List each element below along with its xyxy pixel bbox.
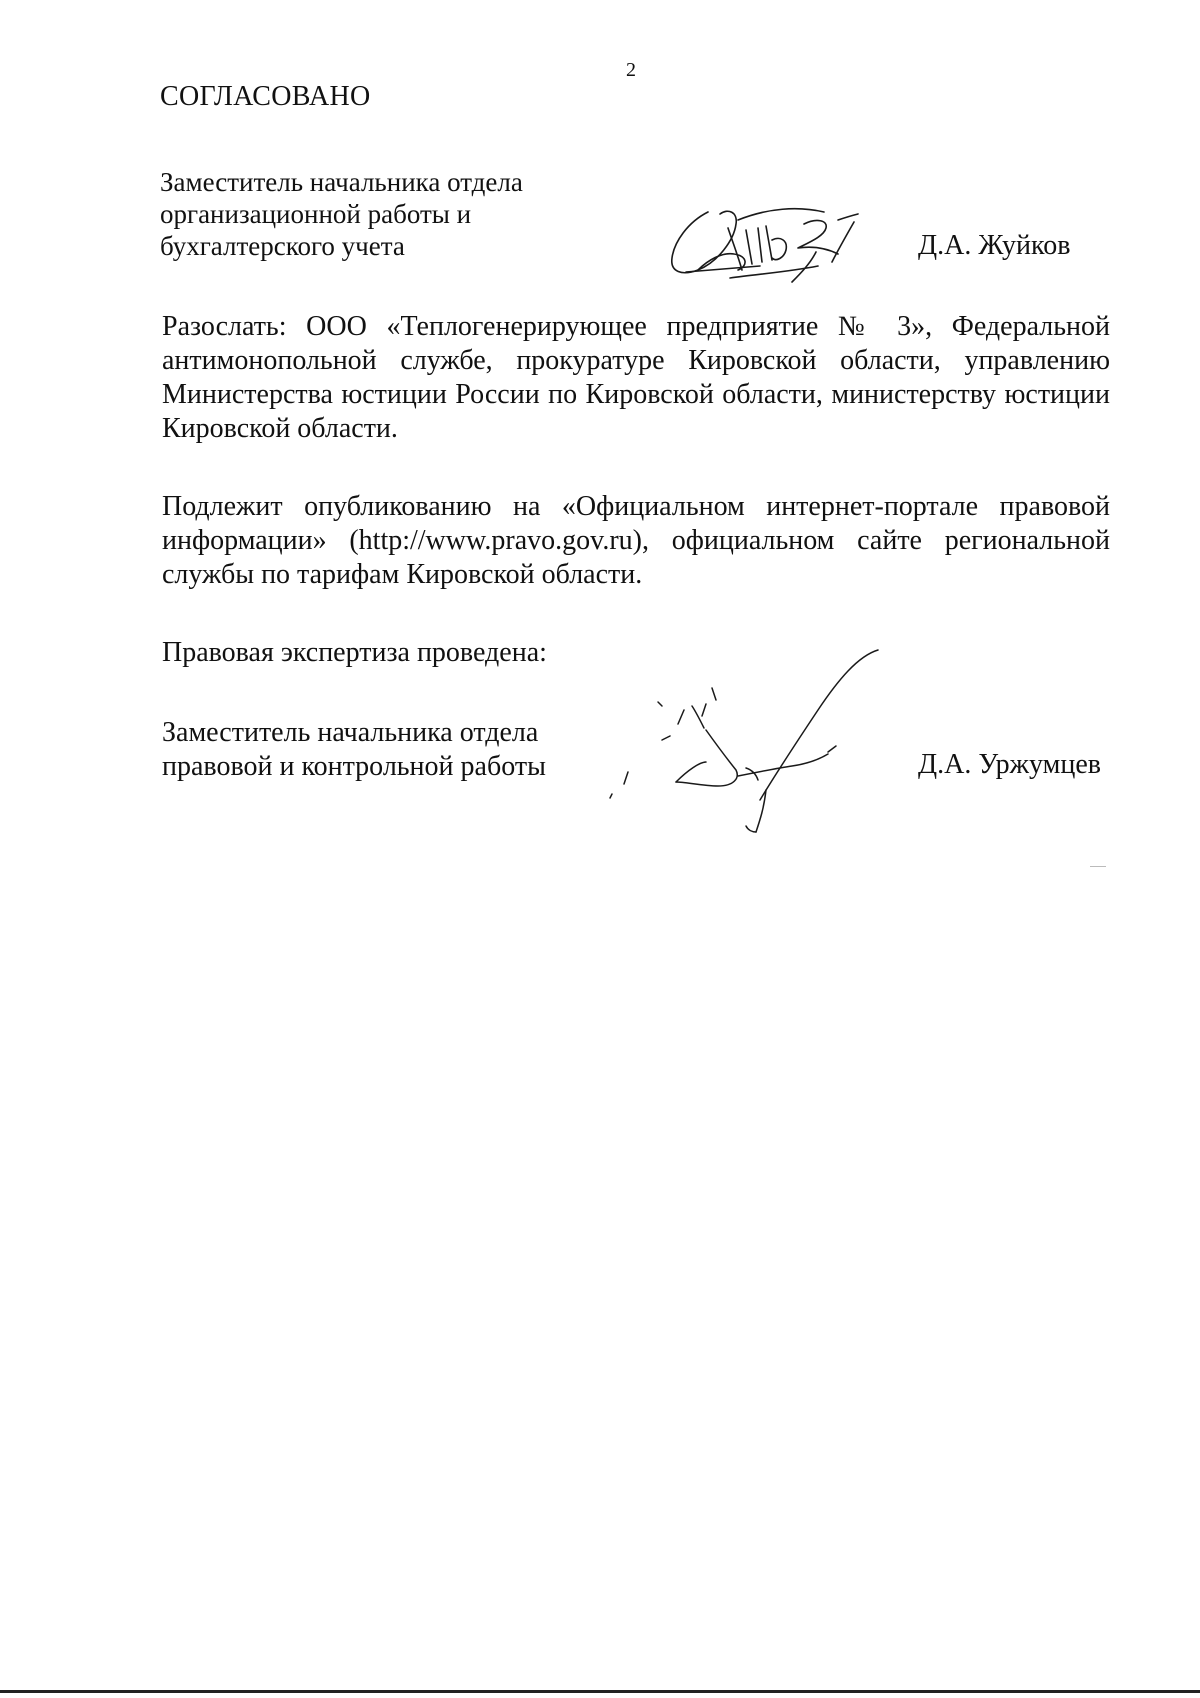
signatory-2-name: Д.А. Уржумцев (918, 749, 1102, 780)
publication-note: Подлежит опубликованию на «Официальном интернет-портале правовой информации» (http://www.pravo.gov.ru), официальном сайте региональной службы по тарифам Кировской области. (162, 491, 1110, 590)
scan-bottom-edge (0, 1690, 1200, 1693)
signatory-2-position-line: правовой и контрольной работы (162, 751, 546, 782)
signatory-2-position-line: Заместитель начальника отдела (162, 717, 539, 748)
signature-2 (588, 640, 928, 840)
signatory-1-name: Д.А. Жуйков (918, 230, 1071, 261)
signatory-1-position (160, 166, 600, 262)
approval-heading: СОГЛАСОВАНО (160, 81, 371, 112)
signatory-1-position-line: Заместитель начальника отдела (160, 167, 523, 197)
scan-speck (1090, 866, 1106, 867)
legal-review-note: Правовая экспертиза проведена: (162, 637, 547, 668)
signatory-2-position (162, 716, 602, 784)
signatory-1-position-line: бухгалтерского учета (160, 231, 405, 261)
signature-1 (668, 200, 878, 300)
signatory-1-position-line: организационной работы и (160, 199, 472, 229)
page-number: 2 (626, 59, 636, 81)
distribution-list: Разослать: ООО «Теплогенерирующее предприятие № 3», Федеральной антимонопольной службе, прокуратуре Кировской области, управлению Министерства юстиции России по Кировской области, министерству юстиции Кировской области. (162, 311, 1110, 444)
